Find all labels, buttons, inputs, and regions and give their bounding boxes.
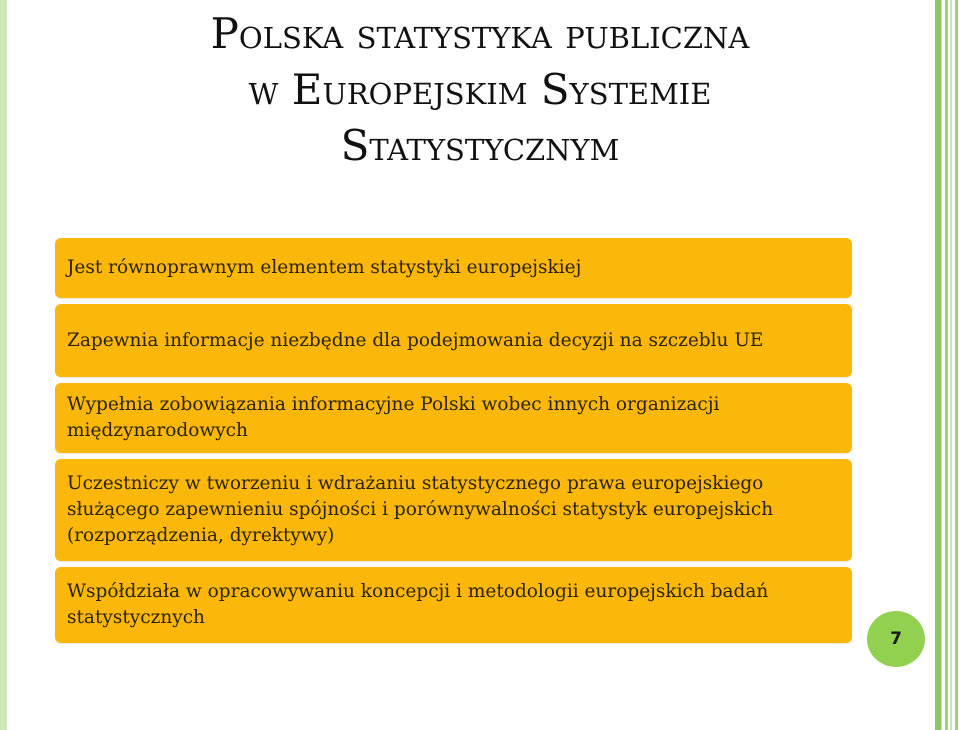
- statement-text: Uczestniczy w tworzeniu i wdrażaniu statystycznego prawa europejskiego służącego zapewnieniu spójności i porównywalności statystyk europejskich (rozporządzenia, dyrektywy): [67, 473, 774, 546]
- slide-title: [60, 6, 900, 174]
- title-line-3: Statystycznym: [340, 121, 620, 170]
- title-line-2: w Europejskim Systemie: [248, 65, 712, 114]
- statement-list: [55, 238, 852, 649]
- page-number: 7: [890, 629, 902, 649]
- statement-text: Zapewnia informacje niezbędne dla podejmowania decyzji na szczeblu UE: [67, 329, 764, 351]
- right-decorative-stripes: [932, 0, 960, 730]
- statement-text: Wypełnia zobowiązania informacyjne Polski wobec innych organizacji międzynarodowych: [67, 394, 720, 441]
- left-decorative-rule: [0, 0, 7, 730]
- statement-box: [55, 459, 852, 561]
- statement-box: [55, 567, 852, 643]
- statement-box: [55, 304, 852, 377]
- statement-box: [55, 383, 852, 453]
- title-line-1: Polska statystyka publiczna: [210, 9, 750, 58]
- statement-box: [55, 238, 852, 298]
- page-number-badge: [867, 611, 925, 667]
- statement-text: Współdziała w opracowywaniu koncepcji i metodologii europejskich badań statystycznych: [67, 581, 769, 628]
- statement-text: Jest równoprawnym elementem statystyki europejskiej: [67, 257, 582, 278]
